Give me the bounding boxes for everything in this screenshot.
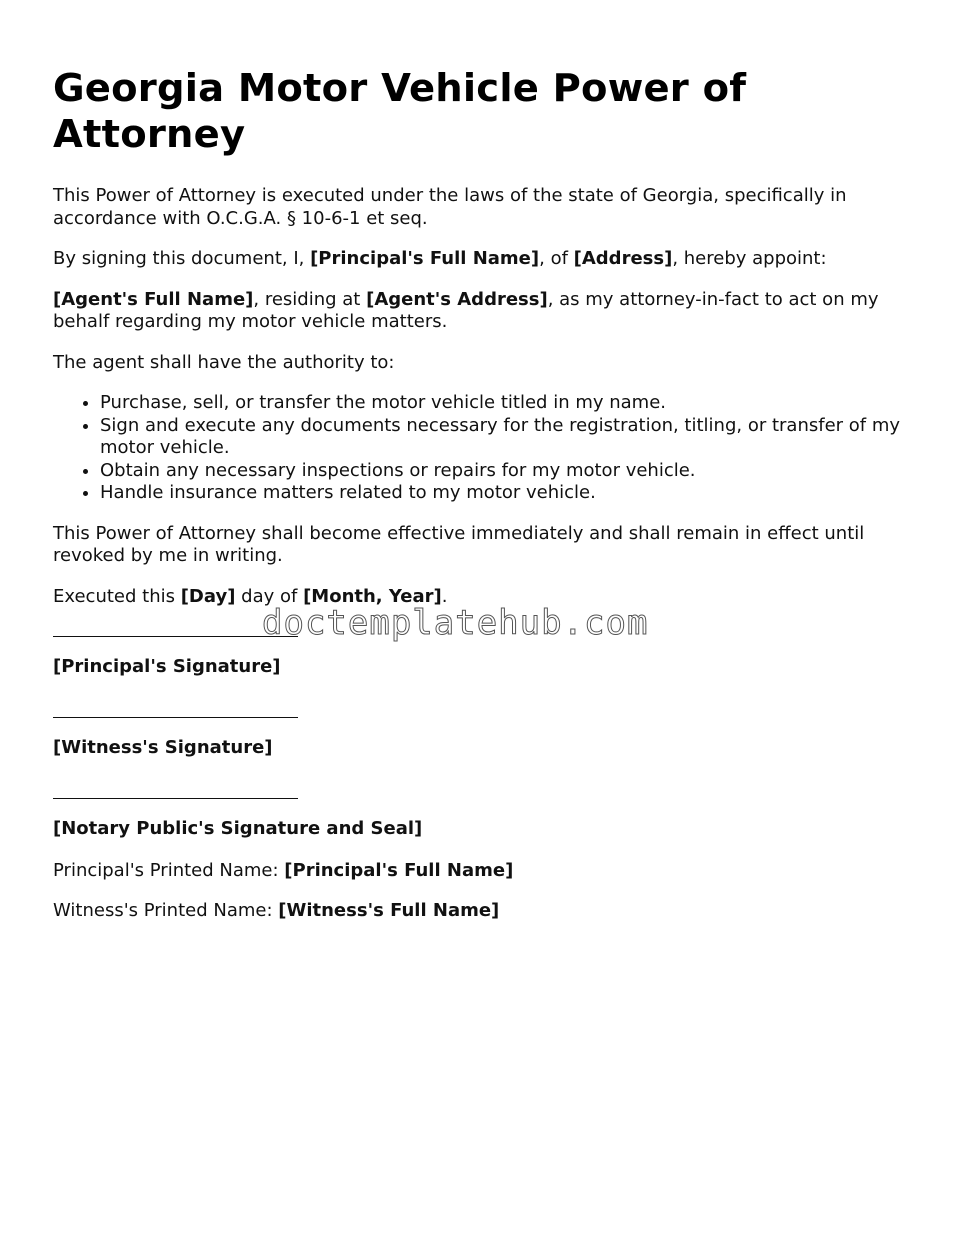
list-item: • Sign and execute any documents necessary for the registration, titling, or transfer of my motor vehicle. (100, 415, 913, 460)
appointment-suffix: , hereby appoint: (672, 248, 827, 269)
principal-printed-label: Principal's Printed Name: (53, 859, 285, 881)
powers-list (53, 392, 913, 505)
execution-suffix: . (441, 585, 448, 607)
witness-signature-line (53, 717, 298, 718)
execution-mid: day of (235, 585, 304, 607)
month-year-placeholder: [Month, Year] (303, 585, 442, 607)
witness-printed-value: [Witness's Full Name] (278, 900, 500, 921)
witness-printed-name (53, 900, 913, 923)
agent-paragraph (53, 289, 913, 334)
witness-printed-label: Witness's Printed Name: (53, 900, 279, 921)
day-placeholder: [Day] (180, 585, 236, 607)
appointment-paragraph (53, 248, 913, 271)
intro-paragraph: This Power of Attorney is executed under the laws of the state of Georgia, specifically in accordance with O.C.G.A. § 10-6-1 et seq. (53, 185, 847, 229)
watermark: doctemplatehub.com (262, 603, 649, 643)
witness-signature-label: [Witness's Signature] (53, 736, 273, 758)
notary-signature-label: [Notary Public's Signature and Seal] (53, 818, 423, 839)
list-item: • Obtain any necessary inspections or repairs for my motor vehicle. (100, 460, 913, 483)
list-item: • Handle insurance matters related to my motor vehicle. (100, 482, 913, 505)
document-page (53, 0, 913, 923)
execution-prefix: Executed this (53, 585, 181, 607)
effective-clause: This Power of Attorney shall become effective immediately and shall remain in effect until revoked by me in writing. (53, 522, 865, 566)
principal-name-placeholder: [Principal's Full Name] (310, 248, 540, 269)
principal-printed-value: [Principal's Full Name] (284, 859, 514, 881)
agent-name-placeholder: [Agent's Full Name] (53, 288, 254, 310)
authority-intro: The agent shall have the authority to: (53, 351, 395, 373)
appointment-mid: , of (539, 248, 574, 269)
agent-address-placeholder: [Agent's Address] (366, 288, 548, 310)
address-placeholder: [Address] (573, 248, 673, 269)
list-item: • Purchase, sell, or transfer the motor vehicle titled in my name. (100, 392, 913, 415)
principal-signature-label: [Principal's Signature] (53, 656, 281, 677)
document-title: Georgia Motor Vehicle Power of Attorney (53, 66, 747, 157)
agent-mid: , residing at (253, 288, 367, 310)
notary-signature-line (53, 798, 298, 799)
agent-suffix: , as my attorney-in-fact to act on my behalf regarding my motor vehicle matters. (53, 288, 879, 332)
principal-printed-name (53, 860, 913, 883)
appointment-prefix: By signing this document, I, (53, 248, 311, 269)
